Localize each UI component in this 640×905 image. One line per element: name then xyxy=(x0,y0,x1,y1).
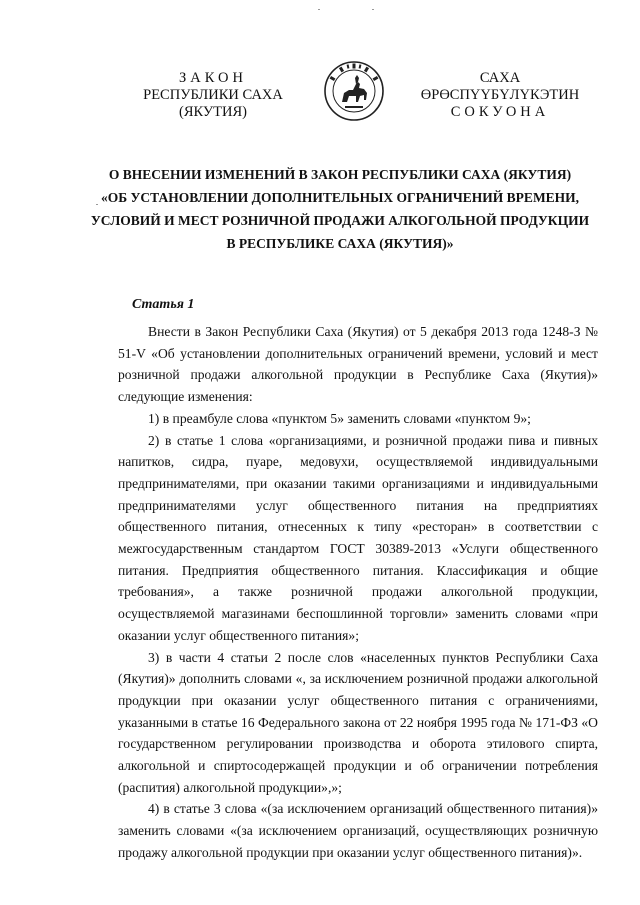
title-line: В РЕСПУБЛИКЕ САХА (ЯКУТИЯ)» xyxy=(226,236,454,251)
list-item: 4) в статье 3 слова «(за исключением организаций общественного питания)» заменить словами «(за исключением организаций, осуществляющих розничную продажу алкогольной продукции при оказании услуг общественного питания)». xyxy=(118,801,598,860)
article-heading: Статья 1 xyxy=(132,297,195,312)
list-item: 1) в преамбуле слова «пунктом 5» заменить словами «пунктом 9»; xyxy=(148,410,531,426)
coat-of-arms-icon xyxy=(323,60,385,122)
republic-name: РЕСПУБЛИКИ САХА (ЯКУТИЯ) xyxy=(143,87,283,120)
scan-speck xyxy=(372,9,374,10)
law-label-yakut: СОКУОНА xyxy=(450,104,550,120)
list-item: 3) в части 4 статьи 2 после слов «населенных пунктов Республики Саха (Якутия)» дополнить словами «, за исключением розничной продажи алкогольной продукции при оказании услуг общественного питания с ограничениями, указанными в статье 16 Федерального закона от 22 ноября 1995 года № 171-ФЗ «О государственном регулировании производства и оборота этилового спирта, алкогольной и спиртосодержащей продукции и об ограничении потребления (распития) алкогольной продукции»,»; xyxy=(118,649,598,795)
list-item: 2) в статье 1 слова «организациями, и розничной продажи пива и пивных напитков, сидра, пуаре, медовухи, осуществляемой индивидуальными предпринимателями, при оказании такими организациями и индивидуальными предпринимателями услуг общественного питания на предприятиях общественного питания, отнесенных к типу «ресторан» в соответствии с межгосударственным стандартом ГОСТ 30389-2013 «Услуги общественного питания. Предприятия общественного питания. Классификация и общие требования», а также розничной продажи алкогольной продукции, осуществляемой магазинами беспошлинной торговли» заменить словами «при оказании услуг общественного питания»; xyxy=(118,432,598,643)
header-left xyxy=(108,70,318,121)
document-title xyxy=(80,163,600,255)
republic-name-yakut: САХА ӨРӨСПҮҮБҮЛҮКЭТИН xyxy=(420,70,580,103)
scan-speck xyxy=(318,9,320,10)
title-line: «ОБ УСТАНОВЛЕНИИ ДОПОЛНИТЕЛЬНЫХ ОГРАНИЧЕНИЙ ВРЕМЕНИ, xyxy=(100,190,580,205)
article-body xyxy=(118,321,598,864)
scan-speck xyxy=(96,204,98,205)
title-line: О ВНЕСЕНИИ ИЗМЕНЕНИЙ В ЗАКОН РЕСПУБЛИКИ САХА (ЯКУТИЯ) xyxy=(108,167,572,182)
title-line: УСЛОВИЙ И МЕСТ РОЗНИЧНОЙ ПРОДАЖИ АЛКОГОЛЬНОЙ ПРОДУКЦИИ xyxy=(90,213,590,228)
article-intro: Внести в Закон Республики Саха (Якутия) от 5 декабря 2013 года 1248-З № 51-V «Об установлении дополнительных ограничений времени, условий и мест розничной продажи алкогольной продукции в Республике Саха (Якутия)» следующие изменения: xyxy=(118,324,598,405)
law-label: ЗАКОН xyxy=(179,70,247,86)
header-right xyxy=(400,70,600,121)
